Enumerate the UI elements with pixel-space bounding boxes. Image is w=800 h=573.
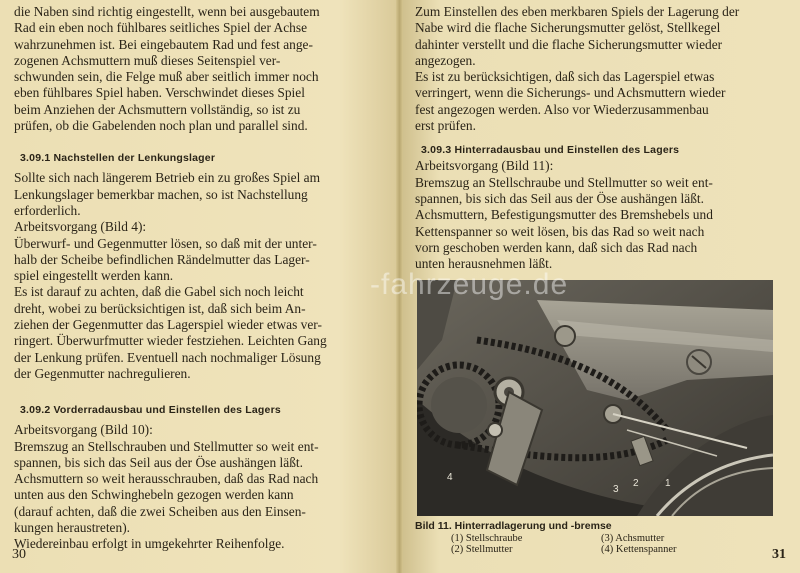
text-line: Lenkungslager bemerkbar machen, so ist Nachstellung bbox=[14, 186, 308, 202]
text-line: schwunden sein, die Felge muß aber seitlich immer noch bbox=[14, 69, 319, 85]
text-line: Es ist darauf zu achten, daß die Gabel sich noch leicht bbox=[14, 284, 304, 300]
text-line: Arbeitsvorgang (Bild 4): bbox=[14, 219, 147, 235]
text-line: prüfen, ob die Gabelenden noch plan und parallel sind. bbox=[14, 118, 308, 134]
text-line: spannen, bis sich das Seil aus der Öse aushängen läßt. bbox=[415, 190, 704, 206]
text-line: Nabe wird die flache Sicherungsmutter gelöst, Stellkegel bbox=[415, 20, 721, 36]
section-heading: 3.09.2 Vorderradausbau und Einstellen des Lagers bbox=[20, 404, 281, 417]
text-line: zogenen Achsmuttern muß dieses Seitenspiel ver- bbox=[14, 52, 281, 68]
text-line: Arbeitsvorgang (Bild 11): bbox=[415, 158, 554, 174]
legend-item: (1) Stellschraube bbox=[451, 533, 523, 545]
text-line: dahinter verstellt und die flache Sicherungsmutter wieder bbox=[415, 36, 723, 52]
text-line: erforderlich. bbox=[14, 202, 81, 218]
page-number: 30 bbox=[12, 547, 26, 562]
text-line: beim Anziehen der Achsmuttern vollständig, so ist zu bbox=[14, 101, 301, 117]
legend-item: (4) Kettenspanner bbox=[601, 544, 677, 556]
intro-paragraph bbox=[415, 4, 786, 134]
callout-label: 4 bbox=[447, 472, 453, 484]
text-line: spannen, bis sich das Seil aus der Öse aushängen läßt. bbox=[14, 454, 303, 470]
text-line: unten aus den Schwinghebeln gezogen werden kann bbox=[14, 487, 294, 503]
figure-photo bbox=[417, 280, 773, 516]
section-heading: 3.09.1 Nachstellen der Lenkungslager bbox=[20, 152, 216, 165]
text-line: dreht, wobei zu berücksichtigen ist, daß sich beim An- bbox=[14, 300, 306, 316]
text-line: unten herausnehmen läßt. bbox=[415, 256, 553, 272]
text-line: Achsmuttern so weit herausschrauben, daß das Rad nach bbox=[14, 471, 319, 487]
text-line: (darauf achten, daß die zwei Scheiben aus den Einsen- bbox=[14, 503, 306, 519]
section-body bbox=[415, 158, 786, 272]
text-line: erst prüfen. bbox=[415, 118, 476, 134]
text-line: Zum Einstellen des eben merkbaren Spiels der Lagerung der bbox=[415, 4, 740, 19]
text-line: kungen heraustreten). bbox=[14, 520, 131, 536]
text-line: der Gegenmutter nachregulieren. bbox=[14, 365, 191, 381]
caption-legend bbox=[451, 533, 786, 555]
page-number: 31 bbox=[772, 547, 786, 562]
left-page bbox=[0, 0, 399, 573]
callout-label: 3 bbox=[613, 484, 619, 496]
text-line: Achsmuttern, Befestigungsmutter des Bremshebels und bbox=[415, 207, 713, 223]
text-line: spiel eingestellt werden kann. bbox=[14, 268, 174, 284]
text-line: Arbeitsvorgang (Bild 10): bbox=[14, 422, 153, 438]
text-line: die Naben sind richtig eingestellt, wenn bei ausgebautem bbox=[14, 4, 320, 19]
section-heading: 3.09.3 Hinterradausbau und Einstellen des Lagers bbox=[421, 144, 680, 157]
text-line: eben fühlbares Spiel haben. Verschwindet dieses Spiel bbox=[14, 85, 305, 101]
text-line: Es ist zu berücksichtigen, daß sich das Lagerspiel etwas bbox=[415, 69, 715, 85]
text-line: Kettenspanner so weit lösen, bis das Rad so weit nach bbox=[415, 223, 705, 239]
text-line: ringert. Überwurfmutter wieder festziehen. Leichten Gang bbox=[14, 333, 327, 349]
figure-caption bbox=[415, 520, 786, 555]
text-line: Bremszug an Stellschrauben und Stellmutter so weit ent- bbox=[14, 438, 319, 454]
caption-title: Bild 11. Hinterradlagerung und -bremse bbox=[415, 520, 612, 533]
callout-label: 2 bbox=[633, 478, 639, 490]
section-body bbox=[14, 170, 387, 382]
text-line: Bremszug an Stellschraube und Stellmutter so weit ent- bbox=[415, 174, 713, 190]
intro-paragraph bbox=[14, 4, 387, 134]
legend-item: (2) Stellmutter bbox=[451, 544, 513, 556]
text-line: Sollte sich nach längerem Betrieb ein zu großes Spiel am bbox=[14, 170, 321, 186]
text-line: halb der Scheibe befindlichen Rändelmutter das Lager- bbox=[14, 251, 310, 267]
text-line: Überwurf- und Gegenmutter lösen, so daß mit der unter- bbox=[14, 235, 317, 251]
text-line: Wiedereinbau erfolgt in umgekehrter Reihenfolge. bbox=[14, 536, 285, 552]
text-line: der Lenkung prüfen. Eventuell nach nochmaliger Lösung bbox=[14, 349, 321, 365]
text-line: ziehen der Gegenmutter das Lagerspiel wieder etwas ver- bbox=[14, 317, 322, 333]
section-body bbox=[14, 422, 387, 552]
legend-item: (3) Achsmutter bbox=[601, 533, 665, 545]
text-line: fest angezogen werden. Also vor Wiederzusammenbau bbox=[415, 101, 709, 117]
rear-wheel-photo bbox=[417, 280, 773, 516]
text-line: verringert, wenn die Sicherungs- und Achsmuttern wieder bbox=[415, 85, 726, 101]
text-line: vorn geschoben werden kann, daß sich das Rad nach bbox=[415, 239, 698, 255]
text-line: angezogen. bbox=[415, 52, 476, 68]
text-line: Rad ein eben noch fühlbares seitliches Spiel der Achse bbox=[14, 20, 308, 36]
callout-label: 1 bbox=[665, 478, 671, 490]
text-line: wahrzunehmen ist. Bei eingebautem Rad und fest ange- bbox=[14, 36, 313, 52]
watermark: -fahrzeuge.de bbox=[370, 268, 569, 301]
